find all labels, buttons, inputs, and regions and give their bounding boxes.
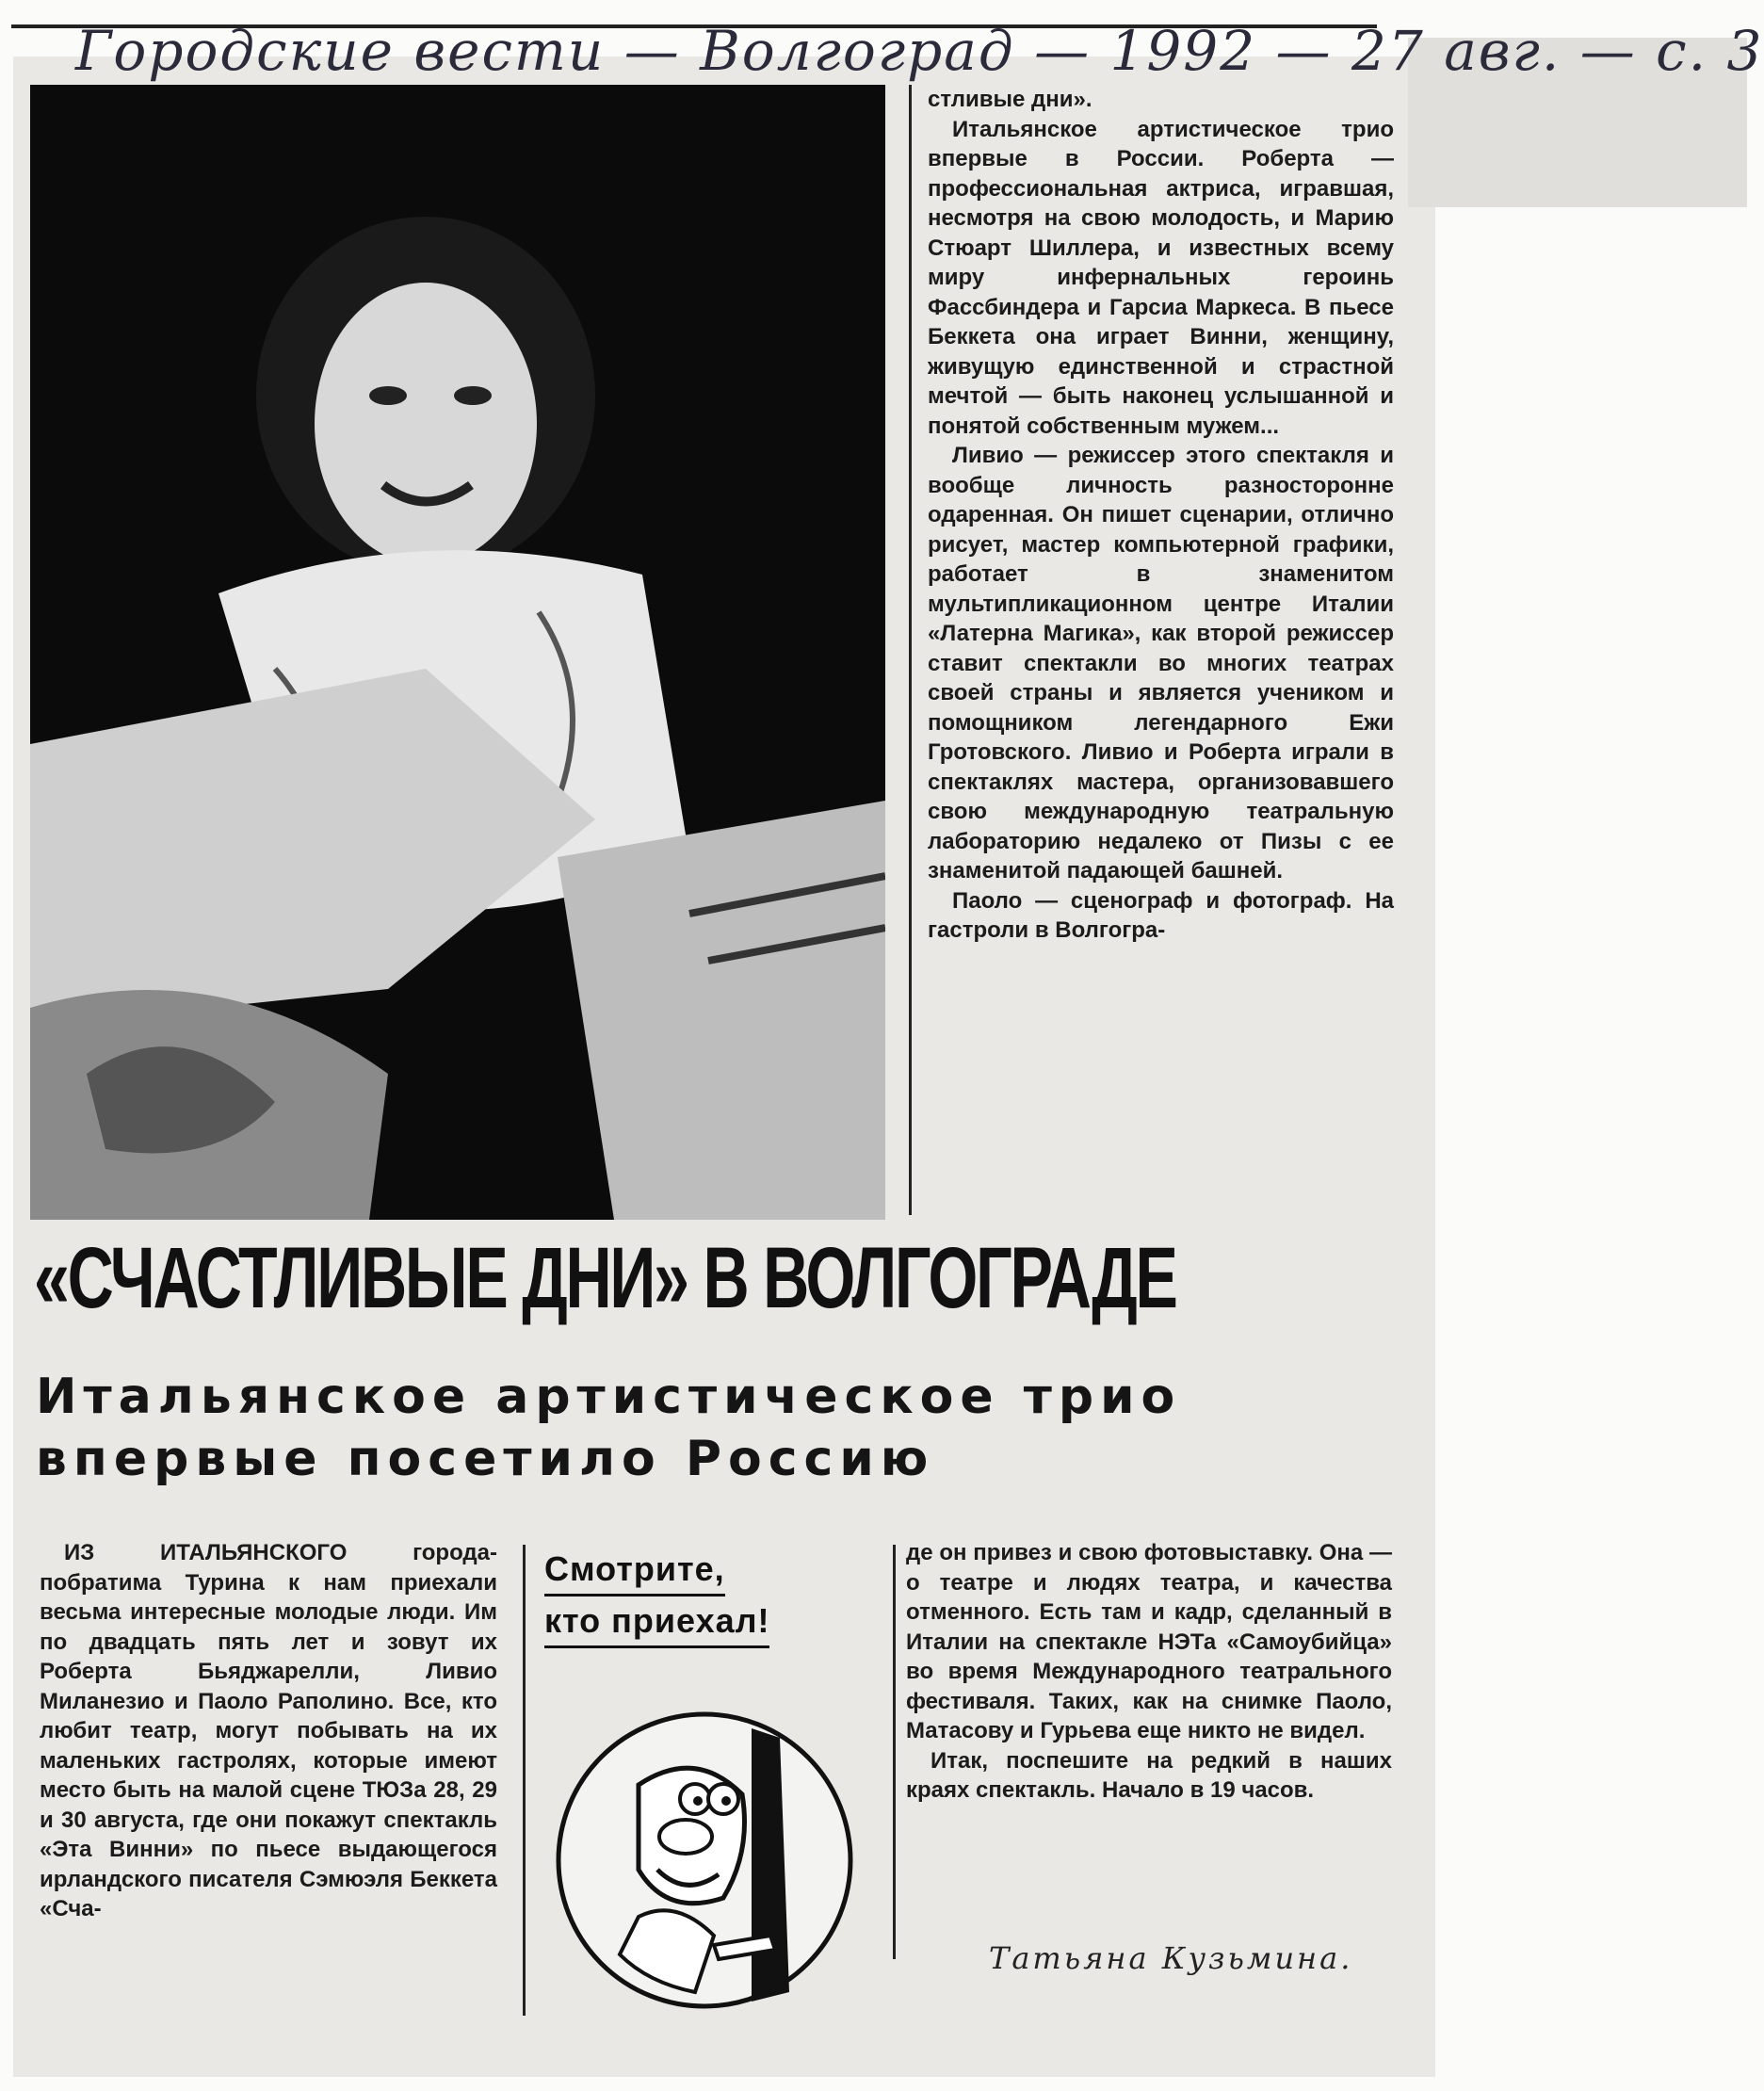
paragraph: Итак, поспешите на редкий в наших краях спектакль. Начало в 19 часов. [906,1747,1392,1803]
right-column-text [928,85,1394,946]
headline: «СЧАСТЛИВЫЕ ДНИ» В ВОЛГОГРАДЕ [34,1230,1176,1326]
cartoon-face-icon [554,1710,855,2011]
subheadline [36,1366,1373,1490]
paragraph: Паоло — сценограф и фотограф. На гастроли в Волгогра- [928,887,1394,943]
paragraph: ИЗ ИТАЛЬЯНСКОГО города-побратима Турина к нам приехали весьма интересные молодые люди. Им по двадцать пять лет и зовут их Роберта Бьяджарелли, Ливио Миланезио и Паоло Раполино. Все, кто любит театр, могут побывать на их маленьких гастролях, которые имеют место быть на малой сцене ТЮЗа 28, 29 и 30 августа, где они покажут спектакль «Эта Винни» по пьесе выдающегося ирландского писателя Сэмюэля Беккета «Сча- [40,1540,497,1921]
subheadline-line: впервые посетило Россию [36,1431,935,1487]
boxed-heading [544,1545,846,1648]
bottom-left-column-text [40,1538,497,1924]
bottom-right-column-text [906,1538,1392,1806]
paragraph: де он привез и свою фотовыставку. Она — о театре и людях театра, и качества отменного. Есть там и кадр, сделанный в Италии на спектакле НЭТа «Самоубийца» во время Международного театрального фестиваля. Таких, как на снимке Паоло, Матасову и Гурьева еще никто не видел. [906,1540,1392,1743]
column-rule [523,1545,526,2016]
column-rule [909,85,912,1215]
handwritten-note: Городские вести — Волгоград — 1992 — 27 авг. — с. 3 [75,19,1764,83]
author-signature: Татьяна Кузьмина. [989,1940,1353,1976]
cartoon-illustration [554,1710,855,2011]
article-photo [30,85,885,1220]
paragraph: Ливио — режиссер этого спектакля и вообще личность разносторонне одаренная. Он пишет сценарии, отлично рисует, мастер компьютерной графики, работает в знаменитом мультипликационном центре Италии «Латерна Магика», как второй режиссер ставит спектакли во многих театрах своей страны и является учеником и помощником легендарного Ежи Гротовского. Ливио и Роберта играли в спектаклях мастера, организовавшего свою международную театральную лабораторию недалеко от Пизы с ее знаменитой падающей башней. [928,443,1394,883]
boxed-heading-line: кто приехал! [544,1597,769,1648]
subheadline-line: Итальянское артистическое трио [36,1369,1182,1425]
paragraph: стливые дни». [928,87,1092,112]
column-rule [893,1545,896,1959]
photo-woman-smiling [30,85,885,1220]
boxed-heading-line: Смотрите, [544,1545,725,1597]
paragraph: Итальянское артистическое трио впервые в России. Роберта — профессиональная актриса, игравшая, несмотря на свою молодость, и Марию Стюарт Шиллера, и известных всему миру инфернальных героинь Фассбиндера и Гарсиа Маркеса. В пьесе Беккета она играет Винни, женщину, живущую единственной и страстной мечтой — быть наконец услышанной и понятой собственным мужем... [928,116,1394,439]
